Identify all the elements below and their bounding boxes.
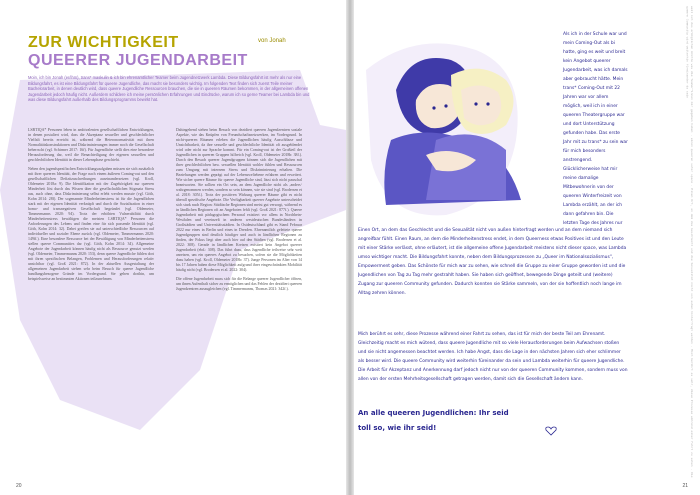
body-paragraph: Dahingehend stehen beim Besuch von dezidiert queeren Jugendzentren soziale Aspekte, wie das Knüpfen von Freundschaftsnetzwerken, im Vordergrund. In nicht-queeren Räumen erleben die Jugendlichen häufig Ausschlüsse und Unsichtbarkeit, da ihre sexuelle und geschlechtliche Identität oft ausgeblendet wird oder nicht zur Sprache kommt. Für ein Coming-out ist der Großteil der Jugendlichen in queeren Gruppen hilfreich (vgl. Kroll, Oldemeier 2018b: 38f.). Durch den Besuch queerer Jugendgruppen können sich die Jugendlichen mit ihrer geschlechtlichen bzw. sexuellen Identität wohler fühlen und Ressourcen zum Umgang mit internem Stress und Diskriminierung erhalten. Die Beziehungen werden geprägt auf der Lebensweltebene erfahren und erweitert. Wie sicher queere Räume für queere Jugendliche sind, lässt sich nicht pauschal beantworten. Sie sollten ein Ort sein, an dem Jugendliche nicht als ‚anders‘ wahrgenommen werden, sondern so sein können, wie sie sind (vgl. Brodersen et al. 2018: 305f.). Trotz der positiven Wirkung queerer Räume gibt es nicht überall spezifische Angebote. Die Verfügbarkeit queerer Angebote unterscheidet sich stark nach Region: Städtische Regionen sind meist gut versorgt, während es in ländlichen Regionen oft an Angeboten fehlt (vgl. Groß 2021: 877f.). Queere Jugendarbeit mit pädagogischem Personal existiert vor allem in Nordrhein-Westfalen und vereinzelt in anderen westdeutschen Bundesländern in Großstädten und Universitätsstädten. In Ostdeutschland gibt es Stand Februar 2022 nur eines in Berlin und eines in Dresden. Ehrenamtlich geleitete queere Jugendgruppen sind deutlich häufiger und auch in ländlichen Regionen zu finden, der Fokus liegt aber auch hier auf den Städten (vgl. Brodersen et al. 2022: 308). Gerade in ländlichen Kreisen existiert kein Angebot queerer Jugendarbeit (ebd.: 308). Das führt dazu, dass Jugendliche teilweise sehr weit anreisen, um ein queeres Angebot zu besuchen, sofern sie die Möglichkeiten dazu haben (vgl. Kroll, Oldemeier 2018b: 37). Junge Personen im Alter von 14 bis 17 Jahren haben diese Möglichkeit aufgrund ihrer eingeschränkten Mobilität häufig nicht (vgl. Brodersen et al. 2022: 304). <box>176 128 302 272</box>
closing-line-2: toll so, wie ihr seid! <box>358 424 437 432</box>
handwritten-safe-space: Einen Ort, an dem das Geschlecht und die Sexualität nicht von außen hinterfragt werden und an dem niemand sich angreifbar fühlt. Einen Raum, an dem die Minderheitenstress endet, in dem Queerness etwas Positives ist und den Leute mit einer Stärke verlässt, ohne erläutert, ist die allgemeine offene Jugendarbeit meistens nicht dieser space, was Lambda umso wichtiger macht. Die Bildungsfahrt konnte, neben dem Bildungsprozessen zu „Queer im Nationalsozialismus“, Empowerment geben. Das Schönste für mich war zu sehen, wie schnell die Gruppe zu einer Gruppe geworden ist und die Jugendlichen von Tag zu Tag mehr gestrahlt haben. Sie haben sich geöffnet, bewegende Dinge geteilt und (weitere) Zugang zur queeren Community gefunden. Dadurch konnten sie Stärke sammeln, von der sie hoffentlich noch lange im Alltag zehren können. <box>358 228 627 296</box>
article-title-line2: QUEERER JUGENDARBEIT <box>28 52 248 69</box>
closing-line-1: An alle queeren Jugendlichen: Ihr seid <box>358 409 509 417</box>
body-column-2 <box>176 128 302 296</box>
body-column-1 <box>28 128 154 286</box>
article-title-line1: ZUR WICHTIGKEIT <box>28 34 179 51</box>
page-number-right: 21 <box>682 483 688 489</box>
closing-message <box>358 406 628 436</box>
margin-faded-notes: weil ich das ermöglichen möchte was die Teamer*innen mir gegeben haben · einen queeren safer space · Einen Ort, an dem das Geschlecht und die Sexualität nicht von außen hinterfragt werden · Mich berührt es sehr, diese Prozesse während einer Fahrt zu sehen · Die queere Community wird weiterhin füreinander da sein <box>685 6 694 478</box>
lead-paragraph: Moin, ich bin Jonah (er/ihm), trans* maskulin & ich bin ehrenamtlicher Teamer beim Jugendnetzwerk Lambda. Diese Bildungsfahrt ist mehr als nur eine Bildungsfahrt, es ist eine Bildungsfahrt für queere Jugendliche, das macht sie besonders wichtig. Im folgenden Text finden sich zuerst Teile meiner Bachelorarbeit, in denen deutlich wird, dass queere Jugendliche Ressourcen brauchen, die sie in queeren Räumen bekommen, in der allgemeinen offenen Jugendarbeit jedoch häufig nicht. Außerdem schildere ich meine persönlichen Erfahrungen und Eindrücke, warum ich so gerne Teamer bei Lambda bin und was diese Bildungsfahrt außerhalb des Bildungsprogramms bewirkt hat. <box>28 75 310 103</box>
heart-icon <box>545 426 557 436</box>
left-page <box>0 0 346 495</box>
page-number-left: 20 <box>16 483 22 489</box>
body-paragraph: Die offene Jugendarbeit muss sich für die Belange queerer Jugendlicher öffnen, um ihnen Aufenthalt sicher zu ermöglichen und das Fehlen der dezidiert queeren Jugendzentren auszugleichen (vgl. Timmermanns, Thomas 2021: 342f.). <box>176 277 302 291</box>
handwritten-intro: Als ich in der Schule war und mein Coming-Out als bi hatte, ging es weit und breit kein Angebot queerer Jugendarbeit, was ich damals aber gebraucht hätte. Mein trans* Coming-Out mit 22 Jahren war vor allem möglich, weil ich in einer queeren Theatergruppe war und dort Unterstützung gefunden habe. Das erste Jahr mit zu trans* zu sein war für mich besonders anstrengend. Glücklicherweise hat mir meine damalige Mitbewohnerin von der queeren Winterfreizeit von Lambda erzählt, an der ich dann gefahren bin. Die letzten Tage des Jahres nur <box>563 32 628 226</box>
body-paragraph: LSBTIQA* Personen leben in ambivalenten gesellschaftlichen Entwicklungen, in denen postuliert wird, dass die Akzeptanz sexueller und geschlechtlicher Vielfalt bereits erreicht ist, während die Heteronormativität mit ihren Normalitätskonstruktionen und Diskriminierungen immer noch die Gesellschaft beherrscht (vgl. Schirmer 2017: 16f). Für Jugendliche stellt dies eine besondere Herausforderung dar, weil die Benachteiligung der eigenen sexuellen und geschlechtlichen Identität in dieser Lebensphase geschieht. <box>28 128 154 162</box>
book-gutter <box>346 0 354 495</box>
handwritten-reflection: Mich berührt es sehr, diese Prozesse während einer Fahrt zu sehen, das ist für mich der beste Teil am Ehrenamt. Gleichzeitig macht es mich wütend, dass queere Jugendliche mit so viele Herausforderungen beim Aufwachsen stoßen und sie nicht angemessen beachtet werden. Ich habe Angst, dass die Lage in den nächsten Jahren sich eher schlimmer als besser wird. Die queere Community wird weiterhin füreinander da sein und Lambda weiterhin für queere Jugendliche. Die Arbeit für Akzeptanz und Anerkennung darf jedoch nicht nur von der queeren Community kommen, sondern muss von allen von der ersten Mehrheitsgesellschaft getragen werden, damit sich die Gesellschaft ändern kann. <box>358 332 628 382</box>
body-paragraph: Neben den jugendspezifischen Entwicklungsaufgaben müssen sie sich zusätzlich mit ihrer queeren Identität, der Frage nach einem äußeren Coming-out und den gesellschaftlichen Defizitzuschreibungen auseinandersetzen (vgl. Kroll, Oldemeier 2018a: 9). Die Identifikation mit der Zugehörigkeit zur queeren Minderheit löst durch das Wissen über die gesellschaftlichen Stigmata Stress aus, auch ohne, dass Diskriminierung selbst erlebt werden musste (vgl. Göth, Kohn 2014: 28f). Der sogenannte Minderheitenstress ist für die Jugendlichen stark mit der eigenen Identität verknüpft und durch die Sozialisation in einer homo- und transnegativen Gesellschaft begründet (vgl. Oldemeier, Timmermanns 2020: 94). Trotz der erhöhten Vulnerabilität durch Minderheitenstress bewältigen die meisten LSBTIQA* Personen die Anforderungen des Lebens und finden eine für sich passende Identität (vgl. Göth, Kohn 2014: 32). Dabei greifen sie auf unterschiedliche Ressourcen auf individueller und sozialer Ebene zurück (vgl. Oldemeier, Timmermanns 2020: 149ff.). Eine besondere Ressource bei der Bewältigung von Minderheitenstress stellen queere Communities dar (vgl. Göth, Kohn 2014: 34). Allgemeine Angebote der Jugendarbeit können häufig nicht als Ressource genutzt werden (vgl. Oldemeier, Timmermanns 2020: 153), denn queere Jugendliche fühlen dort mit ihren spezifischen Belangen, Problemen und Herausforderungen relativ unsichtbar (vgl. Groß 2021: 872). In der aktuellen Ausgestaltung der allgemeinen Jugendarbeit stehen sehr beim Besuch für queere Jugendliche handlungsbezogene Gründe im Vordergrund. Sie gehen dorthin, um beispielsweise an bestimmten Aktionen teilzunehmen. <box>28 167 154 281</box>
author-byline: von Jonah <box>258 38 286 44</box>
